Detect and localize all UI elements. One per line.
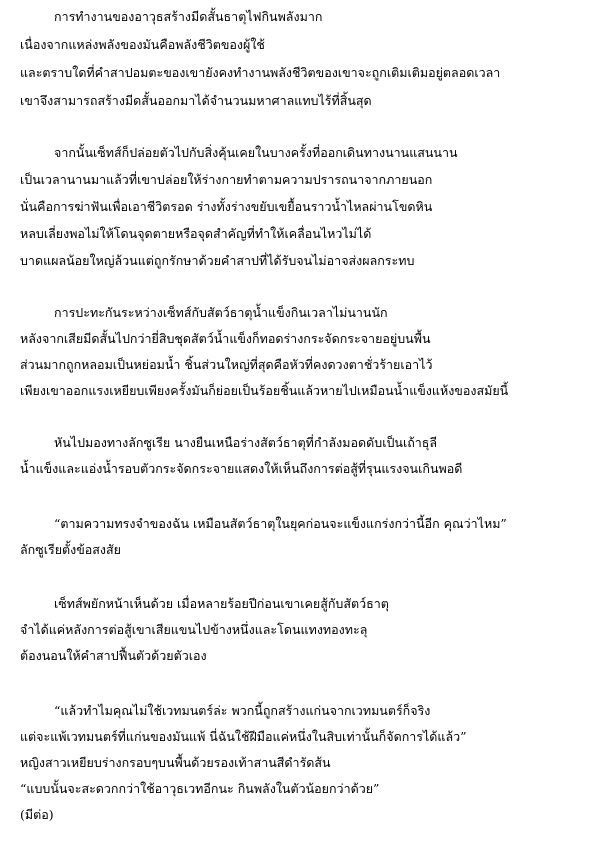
paragraph-line: ส่วนมากถูกหลอมเป็นหย่อมน้ำ ชิ้นส่วนใหญ่ที่สุดคือหัวที่คงดวงตาชั่วร้ายเอาไว้ — [20, 357, 433, 372]
paragraph-line: เนื่องจากแหล่งพลังของมันคือพลังชีวิตของผู้ใช้ — [20, 37, 265, 52]
paragraph-line: เซ็ทส์พยักหน้าเห็นด้วย เมื่อหลายร้อยปีก่อนเขาเคยสู้กับสัตว์ธาตุ — [54, 596, 389, 611]
dialogue-line: “แบบนั้นจะสะดวกกว่าใช้อาวุธเวทอีกนะ กินพลังในตัวน้อยกว่าด้วย” — [20, 781, 380, 796]
paragraph-line: เพียงเขาออกแรงเหยียบเพียงครั้งมันก็ย่อยเป็นร้อยชิ้นแล้วหายไปเหมือนน้ำแข็งแห้งของสมัยนี้ — [20, 383, 509, 398]
paragraph-line: หันไปมองทางลักซูเรีย นางยืนเหนือร่างสัตว์ธาตุที่กำลังมอดดับเป็นเถ้าธุลี — [54, 435, 438, 450]
paragraph-line: การปะทะกันระหว่างเซ็ทส์กับสัตว์ธาตุน้ำแข็งกินเวลาไม่นานนัก — [54, 305, 388, 320]
dialogue-line: “แล้วทำไมคุณไม่ใช้เวทมนตร์ล่ะ พวกนี้ถูกสร้างแก่นจากเวทมนตร์ก็จริง — [54, 703, 431, 718]
paragraph-line: หญิงสาวเหยียบร่างกรอบๆบนพื้นด้วยรองเท้าสานสีดำรัดส้น — [20, 755, 331, 770]
paragraph-line: ต้องนอนให้คำสาปฟื้นตัวด้วยตัวเอง — [20, 648, 207, 663]
paragraph-line: การทำงานของอาวุธสร้างมีดสั้นธาตุไฟกินพลังมาก — [54, 9, 323, 24]
dialogue-line: แต่จะแพ้เวทมนตร์ที่แก่นของมันแพ้ นี่ฉันใช้ฝีมือแค่หนึ่งในสิบเท่านั้นก็จัดการได้แล้ว” — [20, 729, 467, 744]
paragraph-line: น้ำแข็งและแอ่งน้ำรอบตัวกระจัดกระจายแสดงให้เห็นถึงการต่อสู้ที่รุนแรงจนเกินพอดี — [20, 461, 463, 476]
paragraph-line: หลบเลี่ยงพอไม่ให้โดนจุดตายหรือจุดสำคัญที่ทำให้เคลื่อนไหวไม่ได้ — [20, 226, 372, 241]
paragraph-line: และตราบใดที่คำสาปอมตะของเขายังคงทำงานพลังชีวิตของเขาจะถูกเติมเติมอยู่ตลอดเวลา — [20, 65, 501, 80]
paragraph-line: จากนั้นเซ็ทส์ก็ปล่อยตัวไปกับสิ่งคุ้นเคยในบางครั้งที่ออกเดินทางนานแสนนาน — [54, 145, 458, 160]
dialogue-line: “ตามความทรงจำของฉัน เหมือนสัตว์ธาตุในยุคก่อนจะแข็งแกร่งกว่านี้อีก คุณว่าไหม” — [54, 516, 507, 531]
paragraph-line: นั่นคือการฆ่าฟันเพื่อเอาชีวิตรอด ร่างทั้งร่างขยับเขยื้อนราวน้ำไหลผ่านโขดหิน — [20, 199, 433, 214]
paragraph-line: จำได้แค่หลังการต่อสู้เขาเสียแขนไปข้างหนึ่งและโดนแทงทองทะลุ — [20, 622, 368, 637]
paragraph-line: ลักซูเรียตั้งข้อสงสัย — [20, 542, 121, 557]
paragraph-line: หลังจากเสียมีดสั้นไปกว่ายี่สิบชุดสัตว์น้ำแข็งก็ทอดร่างกระจัดกระจายอยู่บนพื้น — [20, 331, 431, 346]
paragraph-line: บาดแผลน้อยใหญ่ล้วนแต่ถูกรักษาด้วยคำสาปที่ได้รับจนไม่อาจส่งผลกระทบ — [20, 253, 415, 268]
continued-note: (มีต่อ) — [20, 807, 54, 822]
paragraph-line: เขาจึงสามารถสร้างมีดสั้นออกมาได้จำนวนมหาศาลแทบไร้ที่สิ้นสุด — [20, 93, 372, 108]
paragraph-line: เป็นเวลานานมาแล้วที่เขาปล่อยให้ร่างกายทำตามความปรารถนาจากภายนอก — [20, 172, 433, 187]
